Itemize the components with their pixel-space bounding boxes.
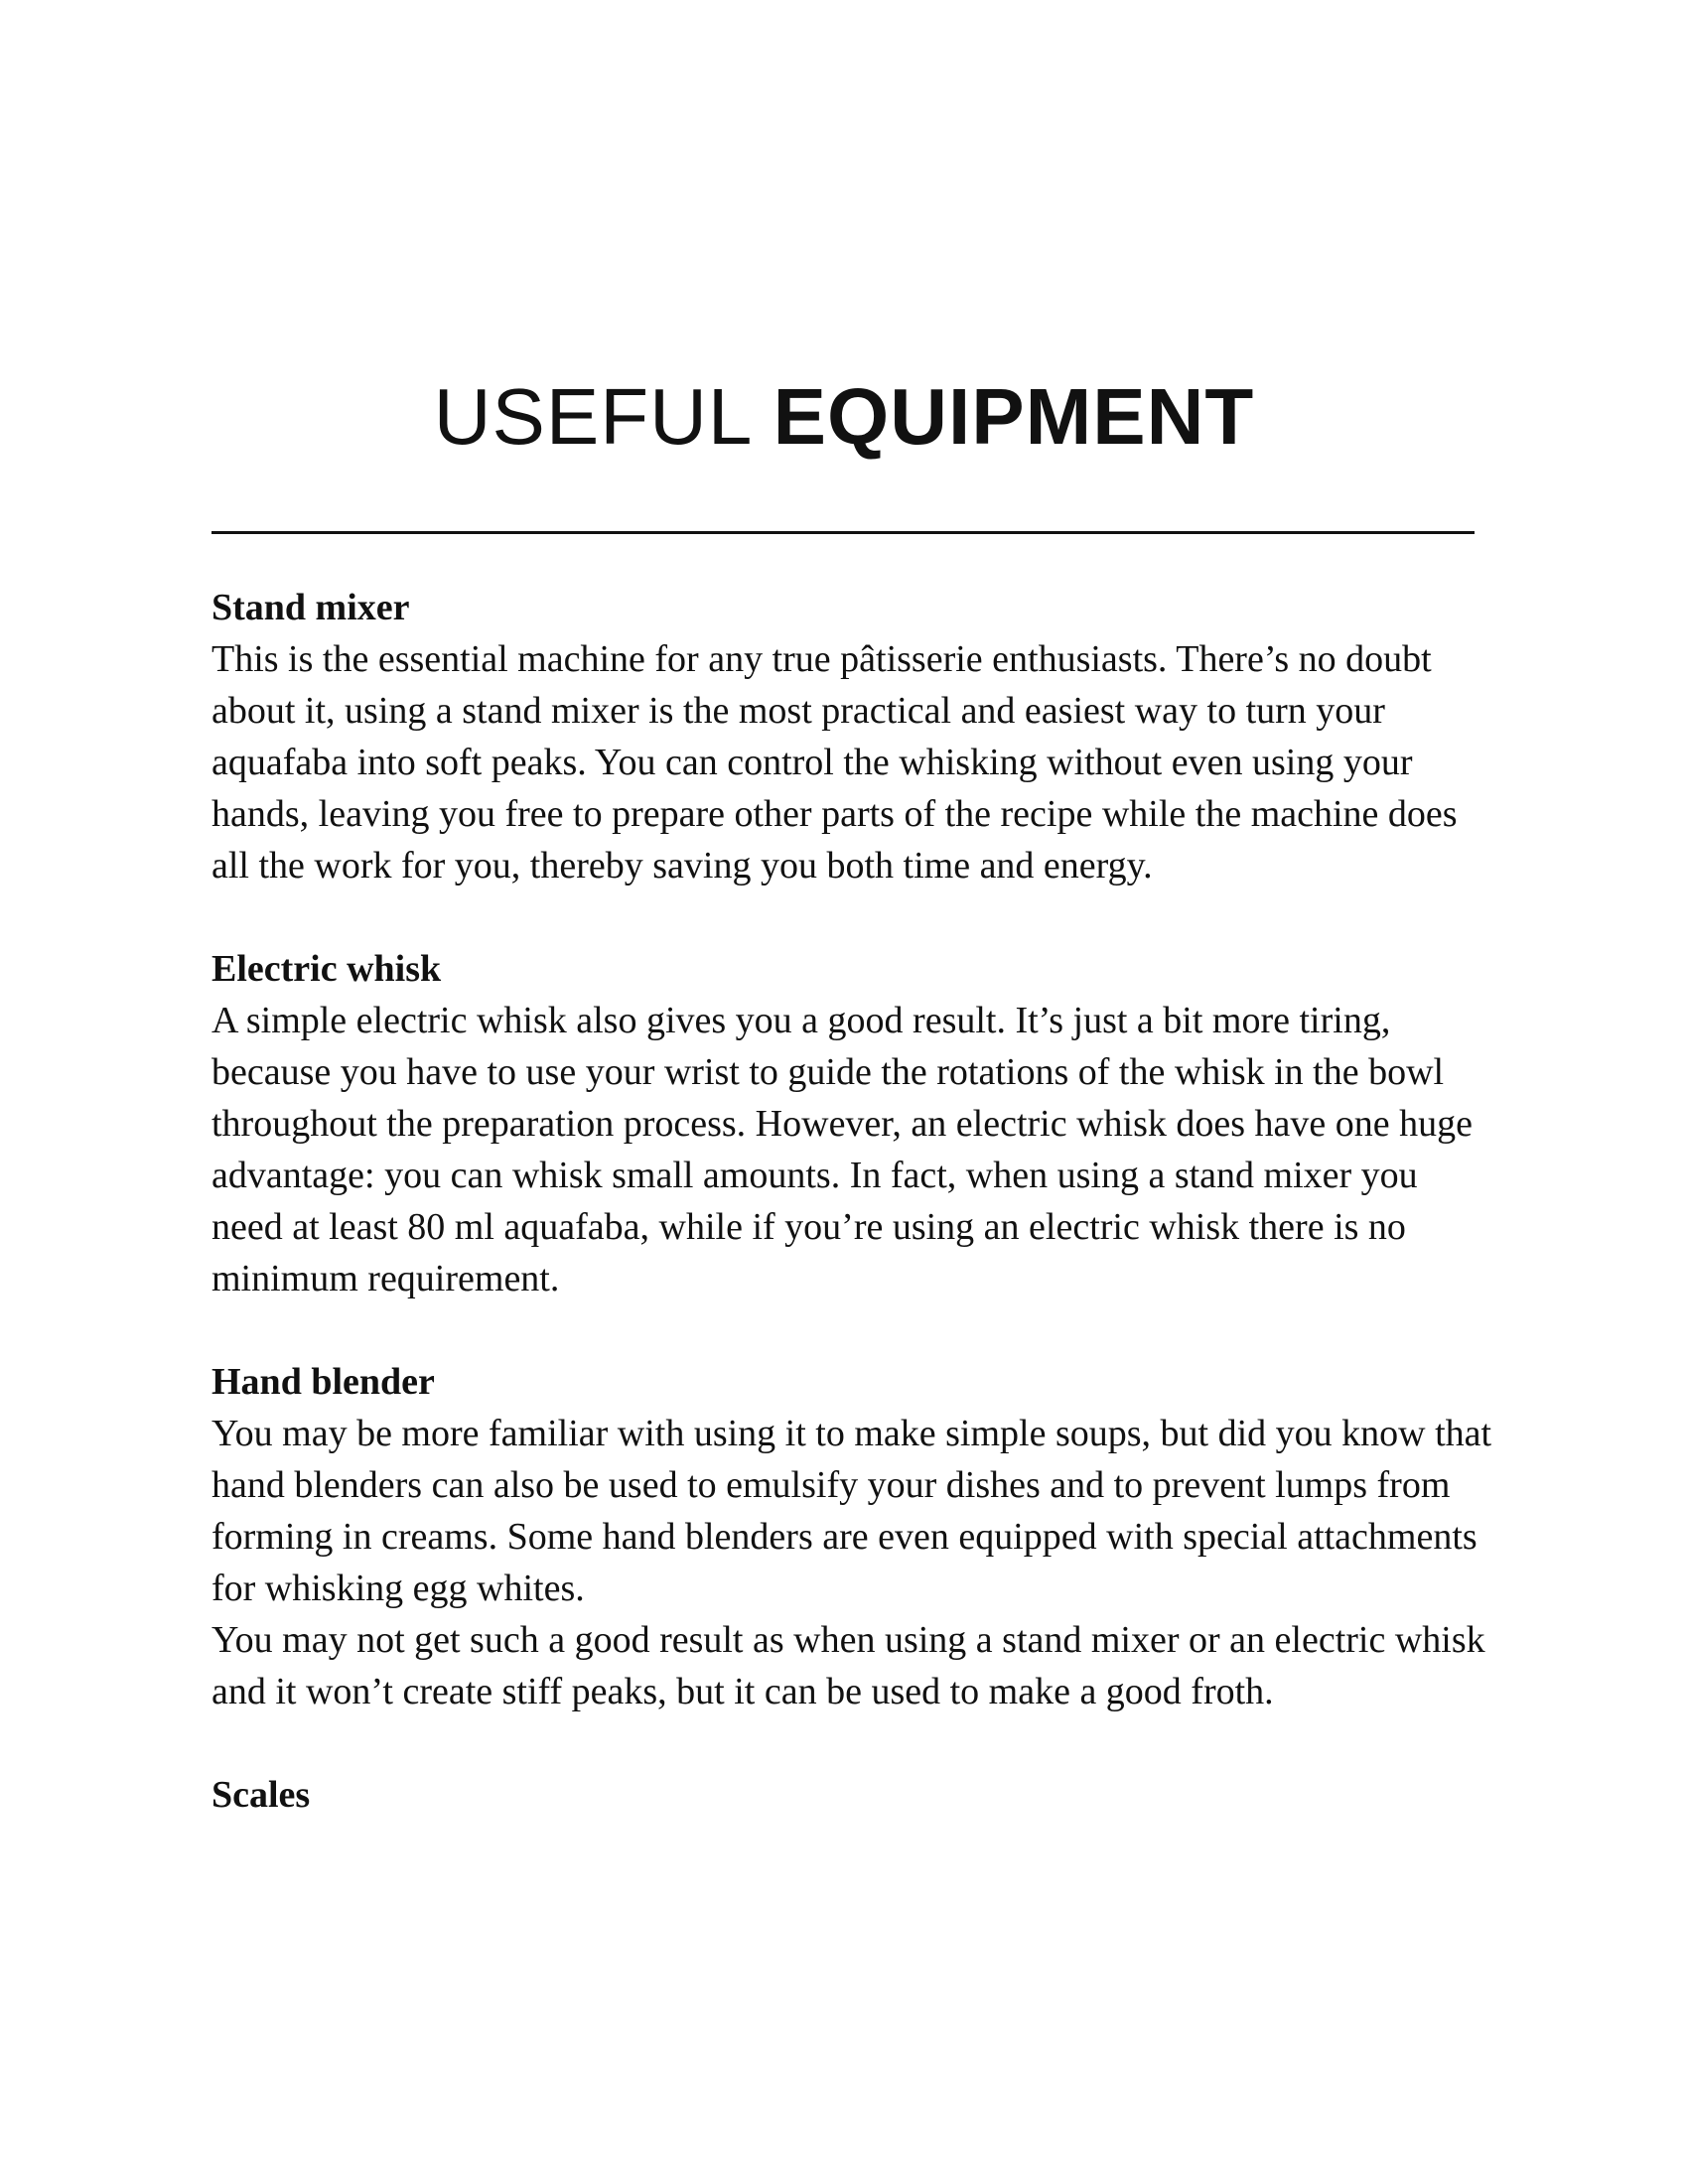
section-electric-whisk: [211, 943, 1492, 1304]
page-title-regular: USEFUL: [433, 372, 751, 461]
section-heading: Hand blender: [211, 1361, 435, 1403]
section-scales: [211, 1769, 1492, 1821]
section-paragraph: This is the essential machine for any true pâtisserie enthusiasts. There’s no doubt about it, using a stand mixer is the most practical and easiest way to turn your aquafaba into soft peaks. You can control the whisking without even using your hands, leaving you free to prepare other parts of the recipe while the machine does all the work for you, thereby saving you both time and energy.: [211, 638, 1458, 887]
section-heading: Electric whisk: [211, 948, 442, 990]
section-paragraph: You may be more familiar with using it to make simple soups, but did you know that hand blenders can also be used to emulsify your dishes and to prevent lumps from forming in creams. Some hand blenders are even equipped with special attachments for whisking egg whites.: [211, 1413, 1492, 1609]
section-paragraph: A simple electric whisk also gives you a good result. It’s just a bit more tiring, because you have to use your wrist to guide the rotations of the whisk in the bowl throughout the preparation process. However, an electric whisk does have one huge advantage: you can whisk small amounts. In fact, when using a stand mixer you need at least 80 ml aquafaba, while if you’re using an electric whisk there is no minimum requirement.: [211, 1000, 1473, 1299]
document-body: [211, 582, 1492, 1872]
page-title-bold: EQUIPMENT: [773, 372, 1255, 461]
section-hand-blender: [211, 1356, 1492, 1717]
title-divider: [211, 531, 1475, 534]
section-heading: Scales: [211, 1774, 311, 1816]
section-heading: Stand mixer: [211, 587, 410, 628]
section-stand-mixer: [211, 582, 1492, 891]
section-paragraph: You may not get such a good result as when using a stand mixer or an electric whisk and it won’t create stiff peaks, but it can be used to make a good froth.: [211, 1619, 1485, 1712]
page-title: [0, 362, 1688, 472]
